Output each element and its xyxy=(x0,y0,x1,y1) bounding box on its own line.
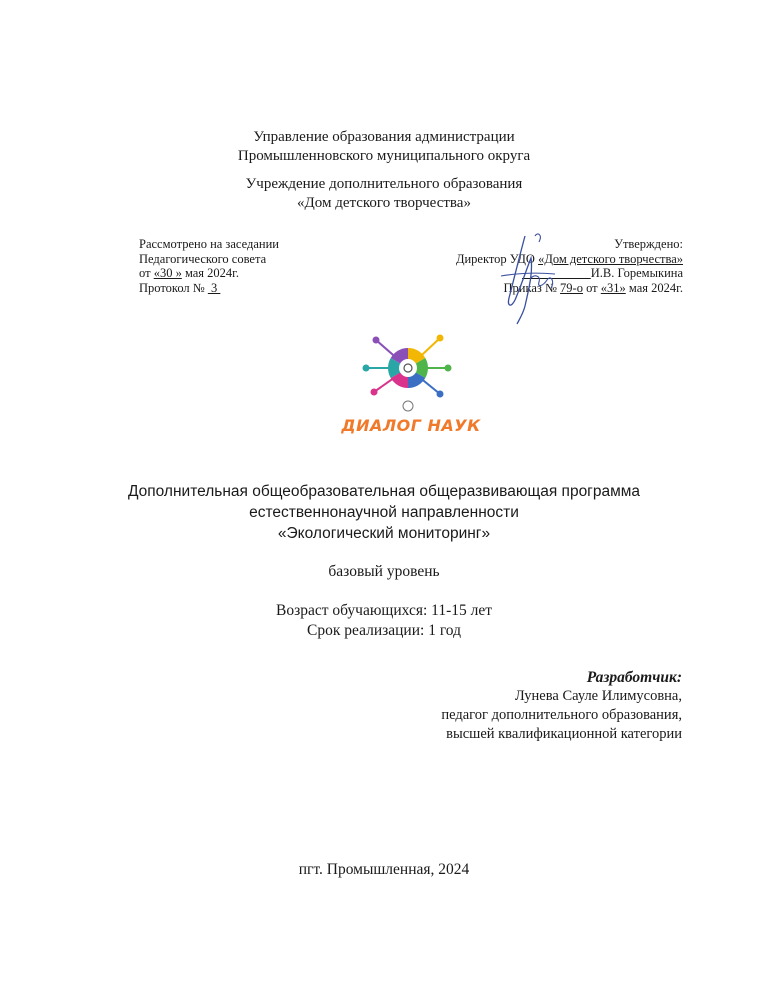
order-mid: от xyxy=(582,280,601,295)
signature-icon xyxy=(495,228,575,328)
developer-category: высшей квалификационной категории xyxy=(446,726,682,742)
order-day: «31» xyxy=(600,280,626,295)
protocol-number: 3 xyxy=(207,280,221,295)
institution-line-2: «Дом детского творчества» xyxy=(297,195,471,211)
org-line-2: Промышленновского муниципального округа xyxy=(237,148,531,164)
institution-line-1: Учреждение дополнительного образования xyxy=(245,176,523,192)
order-suffix: мая 2024г. xyxy=(625,280,683,295)
order-number: 79-о xyxy=(560,280,583,295)
review-line-3 xyxy=(139,266,279,281)
director-name: И.В. Горемыкина xyxy=(590,266,683,280)
review-line-1: Рассмотрено на заседании xyxy=(139,237,279,251)
review-date-prefix: от xyxy=(139,266,154,280)
place-year: пгт. Промышленная, 2024 xyxy=(298,861,470,878)
review-date-day: «30 » xyxy=(153,266,182,280)
director-org: «Дом детского творчества» xyxy=(538,251,683,266)
review-date-suffix: мая 2024г. xyxy=(181,266,240,280)
approval-line-1: Утверждено: xyxy=(614,237,683,251)
logo-text: ДИАЛОГ НАУК xyxy=(341,416,481,435)
student-age: Возраст обучающихся: 11-15 лет xyxy=(276,602,492,619)
program-level: базовый уровень xyxy=(328,563,440,580)
developer-title: Разработчик: xyxy=(586,669,682,686)
review-line-2: Педагогического совета xyxy=(139,251,267,266)
program-line-1: Дополнительная общеобразовательная общеразвивающая программа xyxy=(127,483,641,500)
program-term: Срок реализации: 1 год xyxy=(307,622,461,639)
order-label: Приказ № xyxy=(503,280,561,295)
review-block xyxy=(139,237,279,295)
protocol-label: Протокол № xyxy=(139,280,208,295)
developer-block xyxy=(441,668,682,744)
program-line-2: естественнонаучной направленности xyxy=(249,504,519,521)
review-line-4 xyxy=(139,281,279,296)
program-title: «Экологический мониторинг» xyxy=(277,525,491,542)
developer-name: Лунева Сауле Илимусовна, xyxy=(514,688,682,704)
developer-position: педагог дополнительного образования, xyxy=(441,707,682,723)
org-line-1: Управление образования администрации xyxy=(253,129,515,145)
director-label: Директор УДО xyxy=(455,251,539,266)
